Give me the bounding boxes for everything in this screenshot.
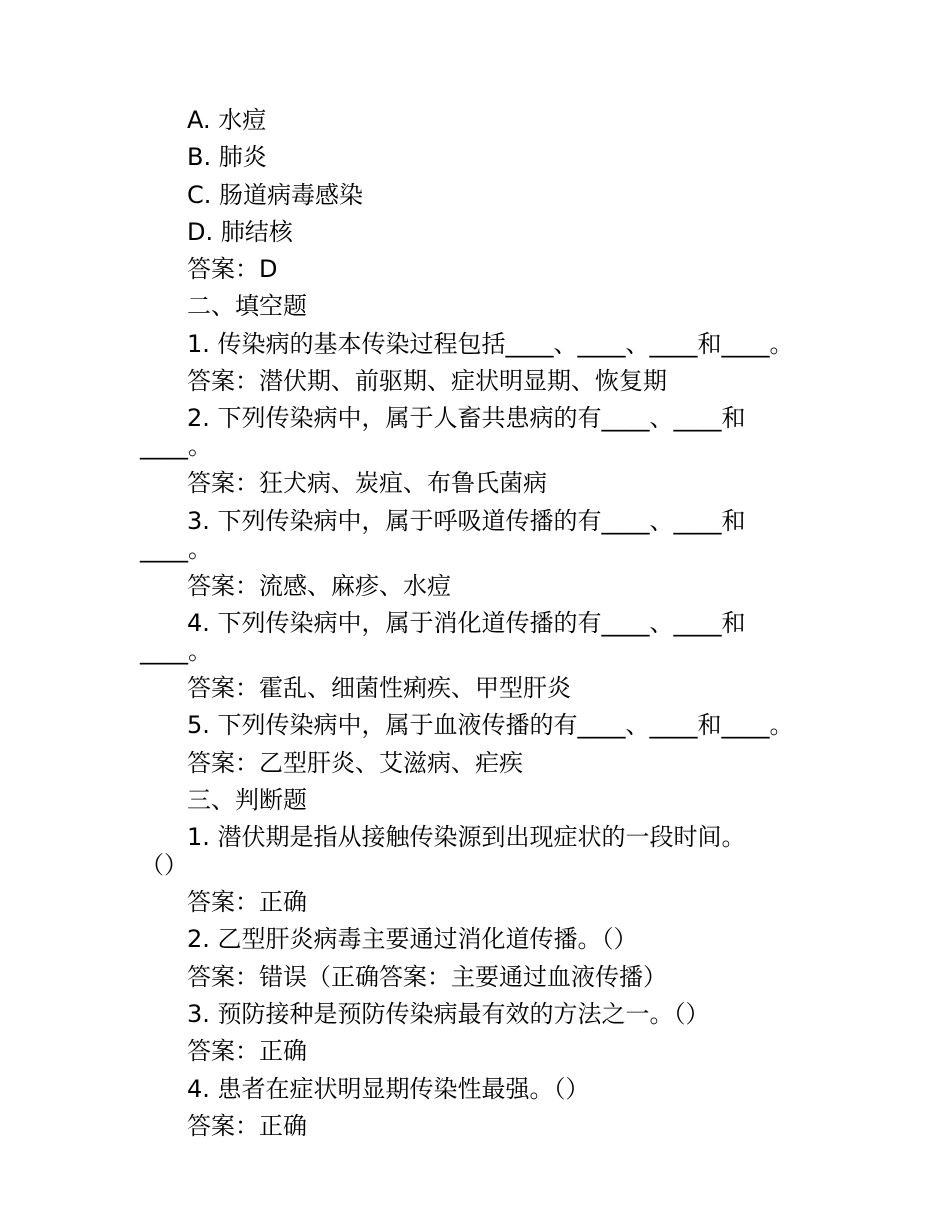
tf-question-4: 4. 患者在症状明显期传染性最强。（）	[187, 1074, 590, 1103]
fill-answer-3: 答案：流感、麻疹、水痘	[187, 571, 451, 600]
fill-question-5: 5. 下列传染病中，属于血液传播的有____、____和____。	[187, 711, 794, 740]
tf-answer-2: 答案：错误（正确答案：主要通过血液传播）	[187, 962, 667, 991]
fill-answer-4: 答案：霍乱、细菌性痢疾、甲型肝炎	[187, 673, 571, 702]
tf-question-2: 2. 乙型肝炎病毒主要通过消化道传播。（）	[187, 925, 638, 954]
option-b: B. 肺炎	[187, 143, 267, 172]
fill-answer-1: 答案：潜伏期、前驱期、症状明显期、恢复期	[187, 367, 667, 396]
tf-answer-4: 答案：正确	[187, 1111, 307, 1140]
tf-question-3: 3. 预防接种是预防传染病最有效的方法之一。（）	[187, 1000, 710, 1029]
fill-question-1: 1. 传染病的基本传染过程包括____、____、____和____。	[187, 329, 794, 358]
fill-question-2: 2. 下列传染病中，属于人畜共患病的有____、____和____。	[140, 404, 746, 461]
option-c: C. 肠道病毒感染	[187, 180, 364, 209]
fill-question-3: 3. 下列传染病中，属于呼吸道传播的有____、____和____。	[140, 506, 746, 563]
fill-answer-5: 答案：乙型肝炎、艾滋病、疟疾	[187, 748, 523, 777]
tf-answer-1: 答案：正确	[187, 888, 307, 917]
answer-mc: 答案：D	[187, 255, 278, 284]
document-body	[140, 102, 820, 1145]
option-a: A. 水痘	[187, 106, 267, 134]
tf-question-1: 1. 潜伏期是指从接触传染源到出现症状的一段时间。（）	[140, 823, 746, 880]
fill-question-4: 4. 下列传染病中，属于消化道传播的有____、____和____。	[140, 608, 746, 665]
tf-answer-3: 答案：正确	[187, 1037, 307, 1066]
section-heading-fill-blank: 二、填空题	[187, 292, 307, 321]
section-heading-true-false: 三、判断题	[187, 785, 307, 814]
fill-answer-2: 答案：狂犬病、炭疽、布鲁氏菌病	[187, 469, 547, 498]
option-d: D. 肺结核	[187, 217, 293, 246]
